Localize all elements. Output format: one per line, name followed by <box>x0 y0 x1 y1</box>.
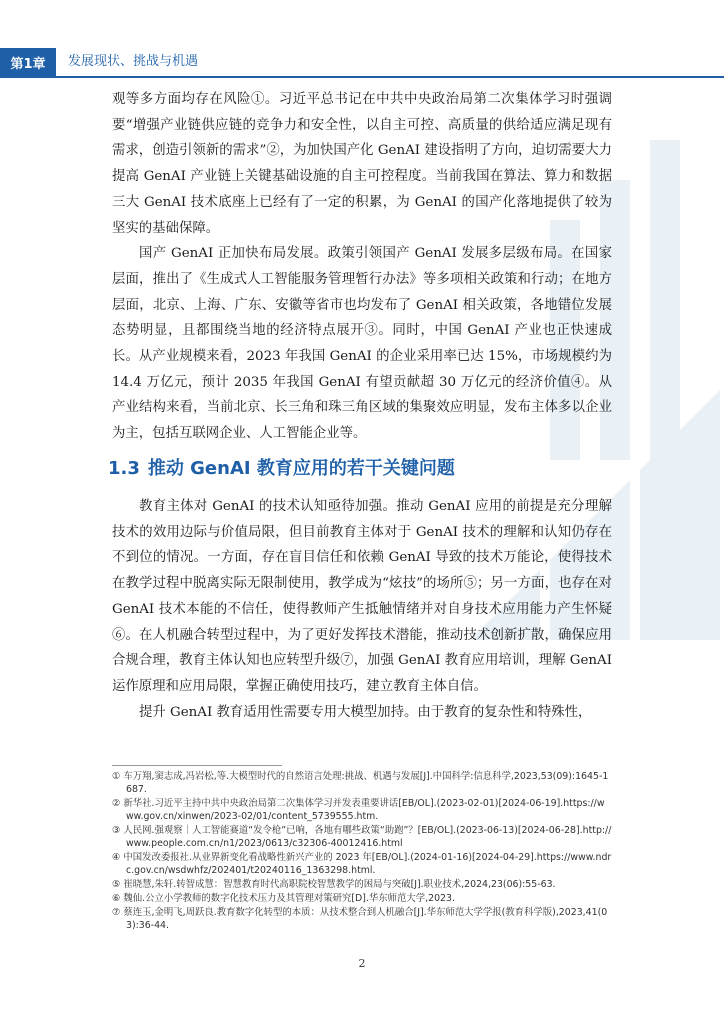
footnotes <box>112 770 612 933</box>
section-title: 推动 GenAI 教育应用的若干关键问题 <box>147 458 455 479</box>
footnote-rule <box>112 765 282 766</box>
section-heading <box>108 454 455 480</box>
page-header <box>0 48 724 76</box>
paragraph: 观等多方面均存在风险①。习近平总书记在中共中央政治局第二次集体学习时强调要“增强产业链供应链的竞争力和安全性，以自主可控、高质量的供给适应满足现有需求，创造引领新的需求”②，为加快国产化 GenAI 建设指明了方向，迫切需要大力提高 GenAI 产业链上关键基础设施的自主可控程度。当前我国在算法、算力和数据三大 GenAI 技术底座上已经有了一定的积累，为 GenAI 的国产化落地提供了较为坚实的基础保障。 <box>112 92 612 236</box>
footnote: ② 新华社.习近平主持中共中央政治局第二次集体学习并发表重要讲话[EB/OL].(2023-02-01)[2024-06-19].https://www.gov.cn/xinwen/2023-02/01/content_5739555.htm. <box>112 798 605 822</box>
footnote: ① 车万翔,窦志成,冯岩松,等.大模型时代的自然语言处理:挑战、机遇与发展[J].中国科学:信息科学,2023,53(09):1645-1687. <box>112 771 609 795</box>
chapter-title: 发展现状、挑战与机遇 <box>68 54 199 69</box>
chapter-tag: 第1章 <box>0 48 56 76</box>
footnote: ④ 中国发改委报社.从业界新变化看战略性新兴产业的 2023 年[EB/OL].(2024-01-16)[2024-04-29].https://www.ndrc.gov.cn/wsdwhfz/202401/t20240116_1363298.html. <box>112 852 612 876</box>
footnote: ⑥ 魏仙.公立小学教师的数字化技术压力及其管理对策研究[D].华东师范大学,2023. <box>112 893 455 904</box>
footnote: ⑤ 崔晓慧,朱轩.转智成慧：智慧教育时代高职院校智慧教学的困局与突破[J].职业技术,2024,23(06):55-63. <box>112 879 556 890</box>
body-top <box>112 87 612 447</box>
header-rule <box>0 76 724 78</box>
page-number: 2 <box>358 957 366 970</box>
body-bottom <box>112 494 612 725</box>
section-number: 1.3 <box>108 458 140 479</box>
paragraph: 教育主体对 GenAI 的技术认知亟待加强。推动 GenAI 应用的前提是充分理解技术的效用边际与价值局限，但目前教育主体对于 GenAI 技术的理解和认知仍存在不到位的情况。一方面，存在盲目信任和依赖 GenAI 导致的技术万能论，使得技术在教学过程中脱离实际无限制使用，教学成为“炫技”的场所⑤；另一方面，也存在对 GenAI 技术本能的不信任，使得教师产生抵触情绪并对自身技术应用能力产生怀疑⑥。在人机融合转型过程中，为了更好发挥技术潜能，推动技术创新扩散，确保应用合规合理，教育主体认知也应转型升级⑦，加强 GenAI 教育应用培训，理解 GenAI 运作原理和应用局限，掌握正确使用技巧，建立教育主体自信。 <box>112 499 612 694</box>
footnote: ⑦ 蔡连玉,金明飞,周跃良.教育数字化转型的本质：从技术整合到人机融合[J].华东师范大学学报(教育科学版),2023,41(03):36-44. <box>112 907 608 931</box>
paragraph: 国产 GenAI 正加快布局发展。政策引领国产 GenAI 发展多层级布局。在国家层面，推出了《生成式人工智能服务管理暂行办法》等多项相关政策和行动；在地方层面，北京、上海、广东、安徽等省市也均发布了 GenAI 相关政策，各地错位发展态势明显，且都围绕当地的经济特点展开③。同时，中国 GenAI 产业也正快速成长。从产业规模来看，2023 年我国 GenAI 的企业采用率已达 15%，市场规模约为 14.4 万亿元，预计 2035 年我国 GenAI 有望贡献超 30 万亿元的经济价值④。从产业结构来看，当前北京、长三角和珠三角区域的集聚效应明显，发布主体多以企业为主，包括互联网企业、人工智能企业等。 <box>112 246 612 442</box>
footnote: ③ 人民网.强观察｜人工智能赛道“发令枪”已响，各地有哪些政策“助跑”？[EB/OL].(2023-06-13)[2024-06-28].http://www.people.com.cn/n1/2023/0613/c32306-40012416.html <box>112 825 612 849</box>
paragraph: 提升 GenAI 教育适用性需要专用大模型加持。由于教育的复杂性和特殊性， <box>139 704 592 720</box>
